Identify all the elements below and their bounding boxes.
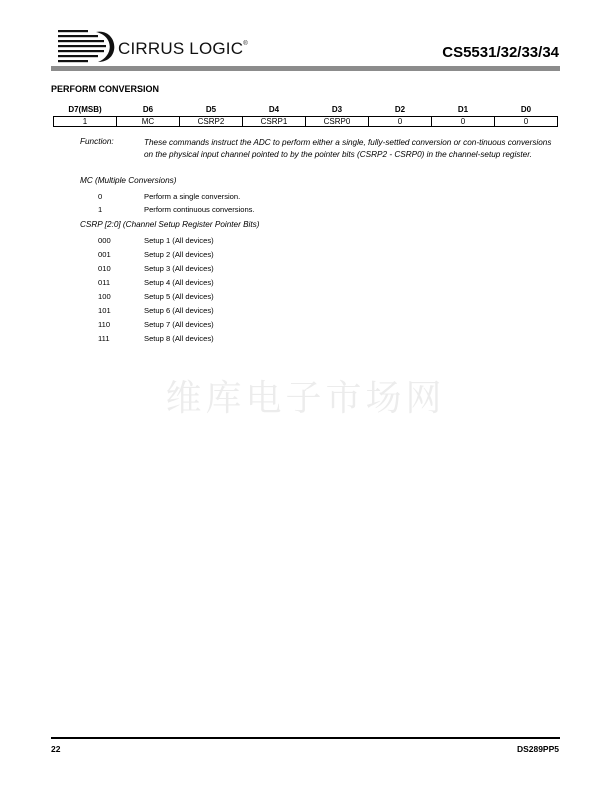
watermark-text: 维库电子市场网: [165, 378, 446, 419]
bit-header: D1: [457, 105, 469, 114]
bit-value: 0: [369, 117, 432, 127]
bit-header: D4: [268, 105, 280, 114]
csrp-description: Setup 3 (All devices): [144, 264, 214, 273]
bit-header: D5: [205, 105, 217, 114]
mc-code: 1: [98, 205, 103, 214]
mc-description: Perform a single conversion.: [144, 192, 241, 201]
csrp-code: 110: [98, 320, 111, 329]
bit-value: MC: [117, 117, 180, 127]
section-title: PERFORM CONVERSION: [51, 84, 160, 94]
cirrus-logo-icon: [58, 26, 120, 66]
bit-header: D6: [142, 105, 154, 114]
register-header-row: [54, 104, 558, 117]
logo-registered-mark: ®: [243, 41, 248, 47]
csrp-description: Setup 7 (All devices): [144, 320, 214, 329]
bit-value: CSRP2: [180, 117, 243, 127]
csrp-description: Setup 5 (All devices): [144, 292, 214, 301]
csrp-heading: CSRP [2:0] (Channel Setup Register Pointer Bits): [80, 220, 260, 229]
page-number: 22: [51, 744, 61, 754]
csrp-description: Setup 6 (All devices): [144, 306, 214, 315]
bit-header: D0: [520, 105, 532, 114]
csrp-code: 001: [98, 250, 111, 259]
document-title: CS5531/32/33/34: [442, 44, 559, 61]
csrp-code: 100: [98, 292, 111, 301]
csrp-description: Setup 4 (All devices): [144, 278, 214, 287]
register-value-row: [54, 117, 558, 127]
bit-value: CSRP0: [306, 117, 369, 127]
csrp-code: 111: [98, 334, 110, 343]
bit-value: 0: [495, 117, 558, 127]
function-description: These commands instruct the ADC to perform either a single, fully-settled conversion or con-tinuous conversions on the physical input channel pointed to by the pointer bits (CSRP2 - CSRP0) in the channel-setup register.: [144, 138, 552, 159]
csrp-code: 101: [98, 306, 111, 315]
footer-rule: [51, 737, 560, 739]
csrp-description: Setup 1 (All devices): [144, 236, 214, 245]
register-bit-table: [53, 104, 558, 127]
header-rule: [51, 66, 560, 71]
bit-header: D2: [394, 105, 406, 114]
csrp-code: 011: [98, 278, 111, 287]
csrp-code: 000: [98, 236, 111, 245]
function-label: Function:: [80, 137, 114, 146]
csrp-description: Setup 2 (All devices): [144, 250, 214, 259]
logo-text: CIRRUS LOGIC: [118, 39, 244, 58]
bit-value: 1: [54, 117, 117, 127]
mc-code: 0: [98, 192, 103, 201]
bit-header: D7(MSB): [68, 105, 102, 114]
bit-value: CSRP1: [243, 117, 306, 127]
cirrus-logic-logo: [58, 26, 248, 66]
mc-description: Perform continuous conversions.: [144, 205, 255, 214]
mc-heading: MC (Multiple Conversions): [80, 176, 177, 185]
csrp-code: 010: [98, 264, 111, 273]
bit-header: D3: [331, 105, 343, 114]
document-id: DS289PP5: [516, 744, 559, 754]
csrp-description: Setup 8 (All devices): [144, 334, 214, 343]
bit-value: 0: [432, 117, 495, 127]
